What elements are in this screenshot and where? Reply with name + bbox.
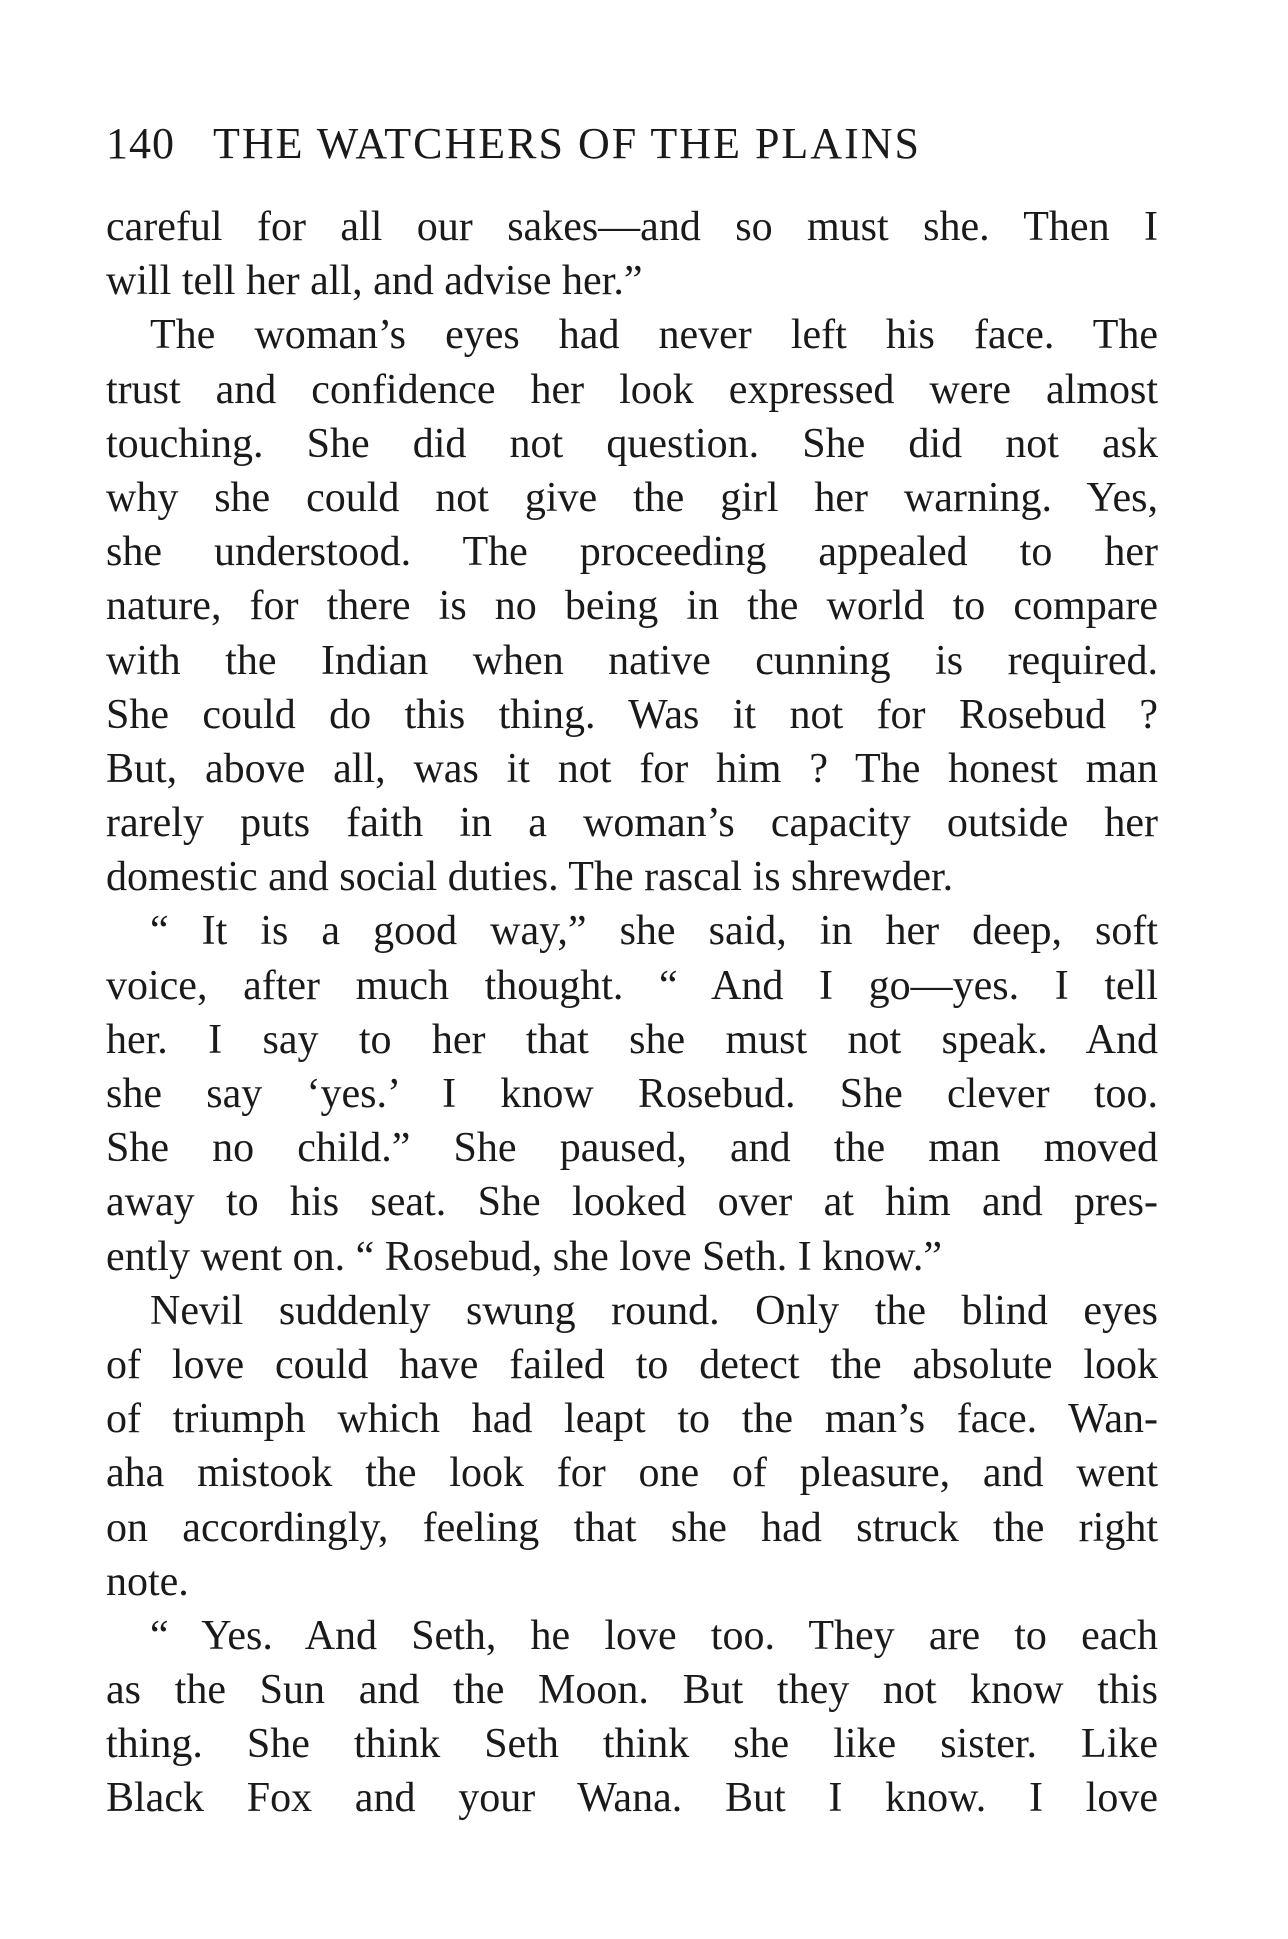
running-title: THE WATCHERS OF THE PLAINS [213,119,921,168]
text-line: her. I say to her that she must not speak. And [106,1016,1158,1063]
text-line: she say ‘yes.’ I know Rosebud. She clever too. [106,1071,1158,1117]
text-line: nature, for there is no being in the world to compare [106,583,1158,630]
text-line: “ Yes. And Seth, he love too. They are to each [150,1612,1158,1659]
text-line: on accordingly, feeling that she had struck the right [106,1504,1158,1551]
page-number: 140 [106,119,175,168]
text-line: of love could have failed to detect the absolute look [106,1341,1158,1388]
text-line: trust and confidence her look expressed were almost [106,366,1158,413]
text-line: ently went on. “ Rosebud, she love Seth. I know.” [106,1233,942,1280]
text-line: Black Fox and your Wana. But I know. I love [106,1775,1158,1822]
text-line: rarely puts faith in a woman’s capacity outside her [106,800,1158,847]
running-head [106,120,1158,168]
text-line: voice, after much thought. “ And I go—yes. I tell [106,962,1158,1009]
body-text [106,200,1158,1826]
text-line: careful for all our sakes—and so must she. Then I [106,204,1158,250]
text-line: note. [106,1558,189,1605]
text-line: of triumph which had leapt to the man’s face. Wan- [106,1396,1158,1443]
text-line: Nevil suddenly swung round. Only the blind eyes [150,1287,1158,1334]
text-line: as the Sun and the Moon. But they not know this [106,1667,1158,1714]
text-line: will tell her all, and advise her.” [106,258,643,305]
text-line: “ It is a good way,” she said, in her deep, soft [150,908,1158,955]
text-line: The woman’s eyes had never left his face. The [150,312,1158,359]
book-page [106,120,1158,1826]
text-line: She no child.” She paused, and the man moved [106,1125,1158,1172]
text-line: touching. She did not question. She did not ask [106,420,1158,467]
text-line: But, above all, was it not for him ? The honest man [106,745,1158,792]
text-line: why she could not give the girl her warning. Yes, [106,474,1158,521]
text-line: domestic and social duties. The rascal is shrewder. [106,854,954,901]
text-line: away to his seat. She looked over at him and pres- [106,1179,1158,1226]
text-line: She could do this thing. Was it not for Rosebud ? [106,691,1158,738]
text-line: aha mistook the look for one of pleasure, and went [106,1450,1158,1497]
text-line: with the Indian when native cunning is required. [106,637,1158,684]
text-line: thing. She think Seth think she like sister. Like [106,1721,1158,1768]
text-line: she understood. The proceeding appealed to her [106,529,1158,576]
